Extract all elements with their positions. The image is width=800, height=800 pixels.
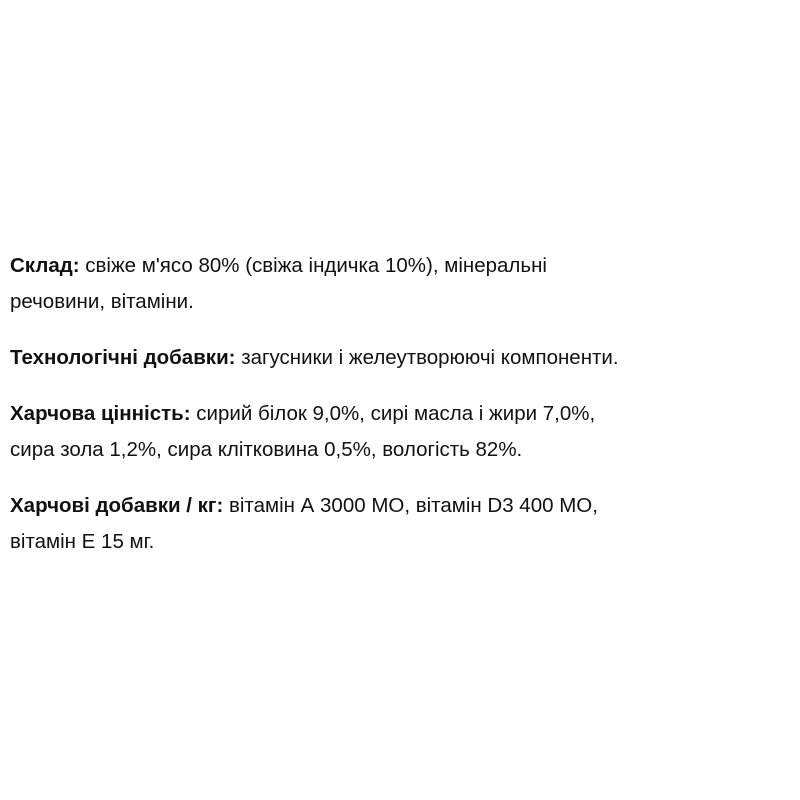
composition-paragraph (10, 248, 795, 320)
nutritional-additives-label: Харчові добавки / кг: (10, 494, 224, 517)
composition-text-line-1: свіже м'ясо 80% (свіжа індичка 10%), мінеральні (79, 254, 547, 277)
nutritional-value-text-line-1: сирий білок 9,0%, сирі масла і жири 7,0%, (190, 402, 596, 425)
nutritional-value-paragraph (10, 396, 795, 468)
nutritional-value-text-line-2: сира зола 1,2%, сира клітковина 0,5%, вологість 82%. (10, 438, 523, 461)
nutritional-additives-paragraph (10, 488, 795, 560)
technological-additives-text: загусники і желеутворюючі компоненти. (235, 346, 619, 369)
technological-additives-label: Технологічні добавки: (10, 346, 236, 369)
composition-text-line-2: речовини, вітаміни. (10, 290, 194, 313)
technological-additives-paragraph (10, 340, 795, 376)
composition-text-block (10, 248, 795, 580)
nutritional-additives-text-line-2: вітамін Е 15 мг. (10, 530, 155, 553)
composition-label: Склад: (10, 254, 80, 277)
nutritional-value-label: Харчова цінність: (10, 402, 191, 425)
nutritional-additives-text-line-1: вітамін А 3000 МО, вітамін D3 400 МО, (223, 494, 598, 517)
